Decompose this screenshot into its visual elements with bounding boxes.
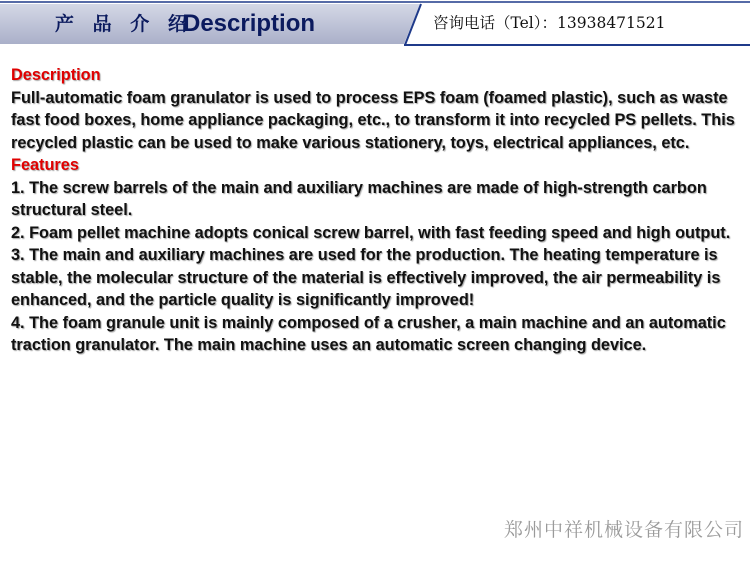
feature-item: 2. Foam pellet machine adopts conical screw barrel, with fast feeding speed and high output. [11,223,731,242]
feature-item: 1. The screw barrels of the main and auxiliary machines are made of high-strength carbon structural steel. [11,178,707,219]
company-name-watermark: 郑州中祥机械设备有限公司 [503,519,744,541]
features-heading: Features [11,156,79,174]
page-title-english: Description [183,10,316,37]
feature-item: 3. The main and auxiliary machines are used for the production. The heating temperature is stable, the molecular structure of the material is effectively improved, the air permeability is enhanced, and the particle quality is significantly improved! [11,246,721,309]
product-description-body [11,64,743,357]
feature-item: 4. The foam granule unit is mainly composed of a crusher, a main machine and an automatic traction granulator. The main machine uses an automatic screen changing device. [11,313,726,354]
contact-phone: 咨询电话（Tel）：13938471521 [433,14,666,32]
description-text: Full-automatic foam granulator is used to process EPS foam (foamed plastic), such as waste fast food boxes, home appliance packaging, etc., to transform it into recycled PS pellets. This recycled plastic can be used to make various stationery, toys, electrical appliances, etc. [11,88,735,152]
description-heading: Description [11,66,101,84]
page-title-chinese: 产 品 介 绍 [55,13,193,35]
header-banner [0,0,750,46]
